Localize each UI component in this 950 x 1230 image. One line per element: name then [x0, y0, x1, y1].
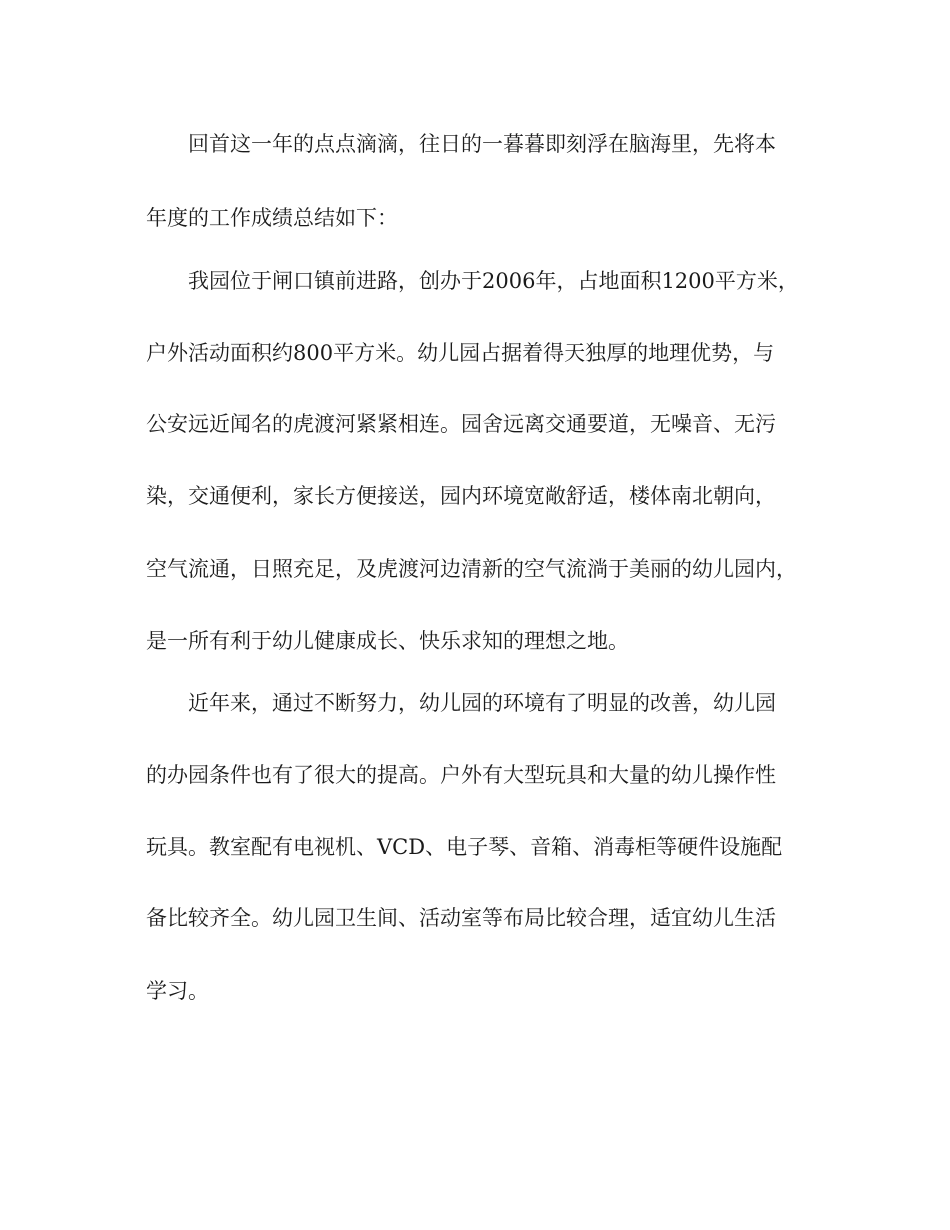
paragraph-2-line-5: 空气流通，日照充足，及虎渡河边清新的空气流淌于美丽的幼儿园内，	[146, 557, 797, 581]
paragraph-3-line-1: 近年来，通过不断努力，幼儿园的环境有了明显的改善，幼儿园	[188, 691, 776, 715]
paragraph-2-line-4: 染，交通便利，家长方便接送，园内环境宽敞舒适，楼体南北朝向，	[146, 484, 776, 508]
paragraph-2-line-2: 户外活动面积约800平方米。幼儿园占据着得天独厚的地理优势，与	[146, 341, 775, 365]
paragraph-1-line-2: 年度的工作成绩总结如下：	[146, 206, 398, 230]
paragraph-1-line-1: 回首这一年的点点滴滴，往日的一暮暮即刻浮在脑海里，先将本	[188, 132, 776, 156]
paragraph-2-line-6: 是一所有利于幼儿健康成长、快乐求知的理想之地。	[146, 629, 629, 653]
paragraph-3-line-5: 学习。	[146, 979, 209, 1003]
paragraph-3-line-3: 玩具。教室配有电视机、VCD、电子琴、音箱、消毒柜等硬件设施配	[146, 835, 783, 859]
paragraph-2-line-1: 我园位于闸口镇前进路，创办于2006年，占地面积1200平方米，	[188, 269, 799, 293]
paragraph-2-line-3: 公安远近闻名的虎渡河紧紧相连。园舍远离交通要道，无噪音、无污	[146, 412, 776, 436]
paragraph-3-line-4: 备比较齐全。幼儿园卫生间、活动室等布局比较合理，适宜幼儿生活	[146, 906, 776, 930]
paragraph-3-line-2: 的办园条件也有了很大的提高。户外有大型玩具和大量的幼儿操作性	[146, 763, 776, 787]
